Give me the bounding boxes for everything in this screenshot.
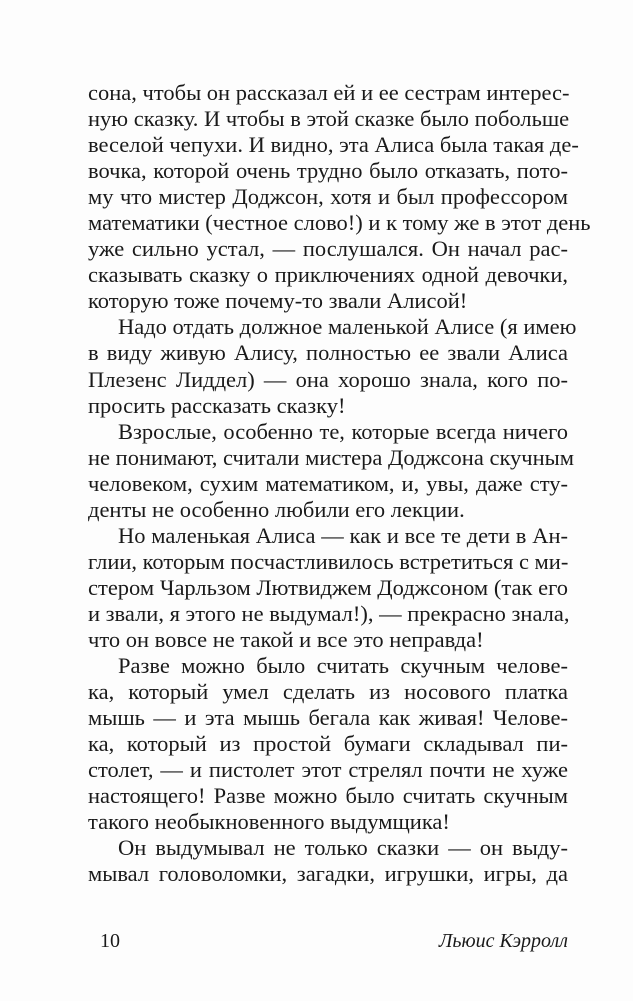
text-line: которую тоже почему-то звали Алисой! [88, 288, 468, 314]
text-line: мывал головоломки, загадки, игрушки, игры, да [88, 861, 568, 887]
text-line: человеком, сухим математиком, и, увы, даже сту- [88, 470, 568, 496]
text-line: не понимают, считали мистера Доджсона скучным [88, 444, 575, 470]
text-line: му что мистер Доджсон, хотя и был профессором [88, 184, 568, 210]
text-line: столет, — и пистолет этот стрелял почти не хуже [88, 757, 568, 783]
text-line: денты не особенно любили его лекции. [88, 496, 465, 522]
text-line: сона, чтобы он рассказал ей и ее сестрам интерес- [88, 80, 570, 105]
text-line: такого необыкновенного выдумщика! [88, 809, 450, 835]
text-line: уже сильно устал, — послушался. Он начал рас- [88, 236, 568, 262]
text-line: веселой чепухи. И видно, эта Алиса была такая де- [88, 132, 579, 158]
text-line: Разве можно было считать скучным челове- [118, 653, 568, 679]
running-author: Льюис Кэрролл [438, 930, 568, 952]
body-text [88, 80, 591, 887]
text-line: настоящего! Разве можно было считать скучным [88, 783, 568, 809]
text-line: Взрослые, особенно те, которые всегда ничего [118, 418, 568, 444]
page-number: 10 [100, 930, 120, 952]
text-line: Он выдумывал не только сказки — он выду- [118, 835, 568, 861]
text-line: что он вовсе не такой и все это неправда! [88, 626, 484, 652]
text-line: ка, который из простой бумаги складывал пи- [88, 731, 568, 757]
text-line: мышь — и эта мышь бегала как живая! Челове- [88, 705, 568, 731]
text-line: ка, который умел сделать из носового платка [88, 679, 568, 705]
text-line: Но маленькая Алиса — как и все те дети в Ан- [118, 522, 568, 548]
text-line: в виду живую Алису, полностью ее звали Алиса [88, 340, 568, 366]
text-line: сказывать сказку о приключениях одной девочки, [88, 262, 568, 288]
text-line: математики (честное слово!) и к тому же в этот день [88, 210, 591, 236]
text-line: глии, которым посчастливилось встретиться с ми- [88, 548, 569, 574]
text-line: ную сказку. И чтобы в этой сказке было побольше [88, 106, 570, 132]
text-line: Плезенс Лиддел) — она хорошо знала, кого по- [88, 366, 568, 392]
text-line: и звали, я этого не выдумал!), — прекрасно знала, [88, 600, 570, 626]
text-line: Надо отдать должное маленькой Алисе (я имею [118, 314, 577, 340]
text-line: стером Чарльзом Лютвиджем Доджсоном (так его [88, 574, 568, 600]
text-line: просить рассказать сказку! [88, 392, 346, 418]
text-line: вочка, которой очень трудно было отказать, пото- [88, 158, 568, 184]
